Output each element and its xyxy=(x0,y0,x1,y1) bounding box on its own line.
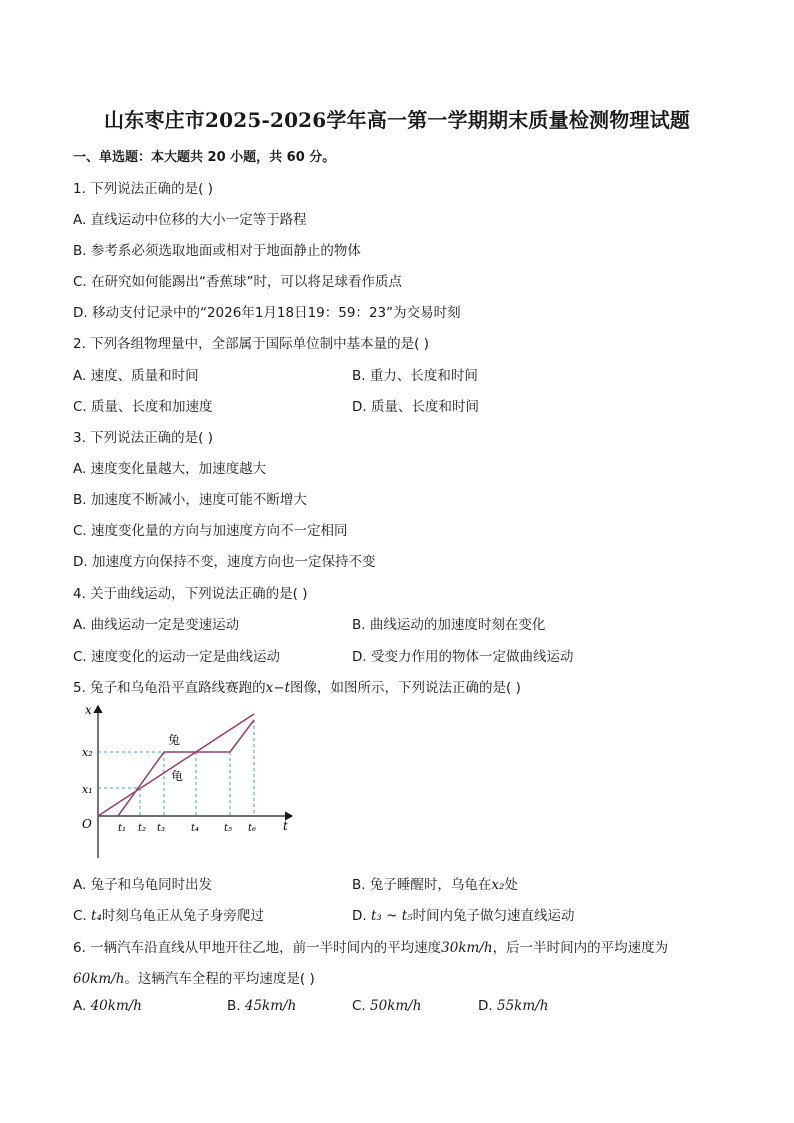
x1-tick-label: x₁ xyxy=(82,783,93,796)
t1-tick-label: t₁ xyxy=(118,823,127,834)
q6-option-a-text: A. xyxy=(73,998,91,1014)
x-axis-label: x xyxy=(85,703,92,717)
question-6-stem-line1 xyxy=(73,936,668,956)
rabbit-label: 兔 xyxy=(168,733,181,747)
q5-stem-math: x−t xyxy=(265,680,291,696)
q2-option-c: C. 质量、长度和加速度 xyxy=(73,399,213,415)
q1-option-c: C. 在研究如何能踢出“香蕉球”时，可以将足球看作质点 xyxy=(73,274,402,290)
t4-tick-label: t₄ xyxy=(191,823,200,834)
xt-graph xyxy=(76,700,298,860)
q1-option-a: A. 直线运动中位移的大小一定等于路程 xyxy=(73,212,307,228)
q6-l1-pre: 6. 一辆汽车沿直线从甲地开往乙地，前一半时间内的平均速度 xyxy=(73,940,442,956)
q3-option-b: B. 加速度不断减小，速度可能不断增大 xyxy=(73,492,307,508)
q5-option-c-text: C. xyxy=(73,908,92,924)
q5-stem-pre: 5. 兔子和乌龟沿平直路线赛跑的 xyxy=(73,680,266,696)
question-1-stem: 1. 下列说法正确的是( ) xyxy=(73,181,213,197)
q6-option-a xyxy=(73,998,142,1014)
q5-option-d-math: t₃ ~ t₅ xyxy=(370,908,413,924)
section-heading: 一、单选题：本大题共 20 小题，共 60 分。 xyxy=(73,150,336,165)
q3-option-a: A. 速度变化量越大，加速度越大 xyxy=(73,461,267,477)
question-6-stem-line2 xyxy=(73,967,315,987)
x2-tick-label: x₂ xyxy=(82,746,93,759)
q5-option-d-text: D. xyxy=(352,908,371,924)
q6-option-b-math: 45km/h xyxy=(244,998,297,1014)
q5-option-a: A. 兔子和乌龟同时出发 xyxy=(73,877,213,893)
q5-option-d xyxy=(352,904,575,924)
page-title: 山东枣庄市2025-2026学年高一第一学期期末质量检测物理试题 xyxy=(103,108,691,132)
q4-option-b: B. 曲线运动的加速度时刻在变化 xyxy=(352,617,546,633)
q5-option-d-post: 时间内兔子做匀速直线运动 xyxy=(412,908,575,924)
q2-option-d: D. 质量、长度和时间 xyxy=(352,399,479,415)
turtle-label: 龟 xyxy=(171,769,184,783)
q5-stem-post: 图像，如图所示，下列说法正确的是( ) xyxy=(290,680,521,696)
q5-option-b-text: B. 兔子睡醒时，乌龟在 xyxy=(352,877,492,893)
q5-option-b-math: x₂ xyxy=(491,877,505,893)
turtle-curve xyxy=(98,714,254,816)
question-5-stem xyxy=(73,676,521,696)
q6-l2-post: 。这辆汽车全程的平均速度是( ) xyxy=(124,971,315,987)
q4-option-d: D. 受变力作用的物体一定做曲线运动 xyxy=(352,649,574,665)
q5-option-c-post: 时刻乌龟正从兔子身旁爬过 xyxy=(101,908,264,924)
q6-option-c-text: C. xyxy=(352,998,371,1014)
question-3-stem: 3. 下列说法正确的是( ) xyxy=(73,430,213,446)
t3-tick-label: t₃ xyxy=(157,823,166,834)
q4-option-c: C. 速度变化的运动一定是曲线运动 xyxy=(73,649,281,665)
q4-option-a: A. 曲线运动一定是变速运动 xyxy=(73,617,240,633)
q6-option-d-text: D. xyxy=(478,998,497,1014)
question-4-stem: 4. 关于曲线运动，下列说法正确的是( ) xyxy=(73,586,308,602)
q2-option-b: B. 重力、长度和时间 xyxy=(352,368,478,384)
q5-option-c xyxy=(73,904,264,924)
t6-tick-label: t₆ xyxy=(248,823,257,834)
q5-option-b-post: 处 xyxy=(504,877,518,893)
q3-option-d: D. 加速度方向保持不变，速度方向也一定保持不变 xyxy=(73,554,376,570)
q1-option-d: D. 移动支付记录中的“2026年1月18日19：59：23”为交易时刻 xyxy=(73,305,461,321)
origin-label: O xyxy=(82,817,92,831)
q1-option-b: B. 参考系必须选取地面或相对于地面静止的物体 xyxy=(73,243,361,259)
q6-l2-math: 60km/h xyxy=(73,971,125,987)
question-2-stem: 2. 下列各组物理量中，全部属于国际单位制中基本量的是( ) xyxy=(73,336,429,352)
q6-l1-post: ，后一半时间内的平均速度为 xyxy=(492,940,669,956)
q6-option-d xyxy=(478,998,548,1014)
t-axis-label: t xyxy=(283,819,288,833)
q2-option-a: A. 速度、质量和时间 xyxy=(73,368,199,384)
q6-l1-math: 30km/h xyxy=(441,940,493,956)
q5-option-b xyxy=(352,873,518,893)
q6-option-c xyxy=(352,998,421,1014)
rabbit-curve xyxy=(118,720,254,816)
q6-option-a-math: 40km/h xyxy=(90,998,142,1014)
q3-option-c: C. 速度变化量的方向与加速度方向不一定相同 xyxy=(73,523,348,539)
t2-tick-label: t₂ xyxy=(138,823,147,834)
q6-option-d-math: 55km/h xyxy=(496,998,549,1014)
q5-option-c-math: t₄ xyxy=(91,908,102,924)
t5-tick-label: t₅ xyxy=(224,823,233,834)
q6-option-c-math: 50km/h xyxy=(370,998,422,1014)
q6-option-b-text: B. xyxy=(227,998,245,1014)
q6-option-b xyxy=(227,998,296,1014)
